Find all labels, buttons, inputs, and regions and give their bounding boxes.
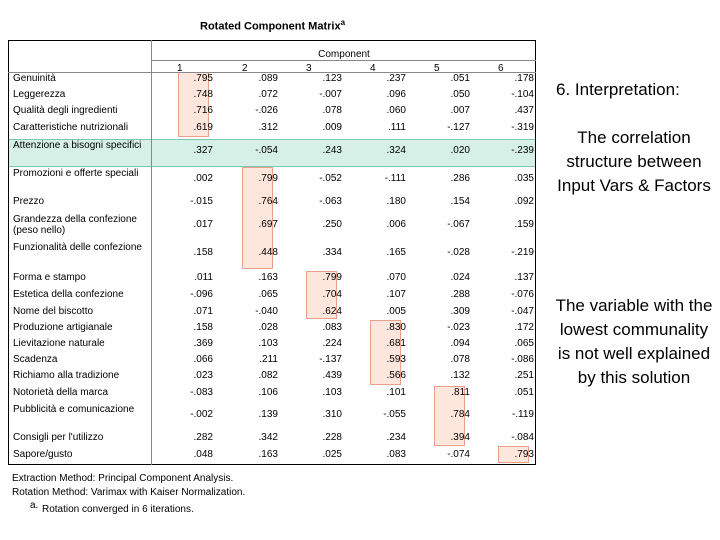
- loading-cell: .050: [450, 89, 470, 100]
- loading-cell: .103: [258, 338, 278, 349]
- loading-cell: -.076: [511, 289, 534, 300]
- rotation-method-note: Rotation Method: Varimax with Kaiser Normalization.: [12, 487, 246, 498]
- loading-cell: .078: [322, 105, 342, 116]
- footnote-text: Rotation converged in 6 iterations.: [42, 504, 194, 515]
- loading-cell: .024: [450, 272, 470, 283]
- column-number-6: 6: [498, 63, 504, 74]
- loading-cell: -.119: [511, 409, 534, 420]
- loading-cell: .020: [450, 145, 470, 156]
- column-number-1: 1: [177, 63, 183, 74]
- loading-cell: .007: [450, 105, 470, 116]
- loading-cell: -.067: [447, 219, 470, 230]
- loading-cell: .697: [258, 219, 278, 230]
- loading-cell: .342: [258, 432, 278, 443]
- loading-cell: .137: [514, 272, 534, 283]
- loading-cell: .394: [450, 432, 470, 443]
- loading-cell: .716: [193, 105, 213, 116]
- loading-cell: .048: [193, 449, 213, 460]
- loading-cell: .011: [194, 272, 213, 283]
- row-label: Prezzo: [13, 196, 45, 207]
- loading-cell: .624: [322, 306, 342, 317]
- loading-cell: .327: [193, 145, 213, 156]
- loading-cell: .065: [514, 338, 534, 349]
- loading-cell: -.074: [447, 449, 470, 460]
- loading-cell: .089: [258, 73, 278, 84]
- loading-cell: .234: [386, 432, 406, 443]
- loading-cell: .448: [258, 247, 278, 258]
- loading-cell: .005: [386, 306, 406, 317]
- row-label: Produzione artigianale: [13, 322, 113, 333]
- loading-cell: .060: [386, 105, 406, 116]
- loading-cell: -.104: [511, 89, 534, 100]
- loading-cell: -.063: [319, 196, 342, 207]
- row-label: Scadenza: [13, 354, 58, 365]
- row-label: Richiamo alla tradizione: [13, 370, 120, 381]
- loading-cell: -.319: [511, 122, 534, 133]
- loading-cell: .094: [450, 338, 470, 349]
- loading-cell: .251: [514, 370, 534, 381]
- loading-cell: .165: [386, 247, 406, 258]
- row-label-divider: [151, 40, 152, 465]
- extraction-method-note: Extraction Method: Principal Component Analysis.: [12, 473, 234, 484]
- row-label: Sapore/gusto: [13, 449, 73, 460]
- loading-cell: .439: [322, 370, 342, 381]
- loading-cell: .096: [386, 89, 406, 100]
- loading-cell: .083: [322, 322, 342, 333]
- loading-cell: .593: [386, 354, 406, 365]
- loading-cell: .566: [386, 370, 406, 381]
- loading-cell: .324: [386, 145, 406, 156]
- loading-cell: .369: [193, 338, 213, 349]
- loading-cell: .107: [386, 289, 406, 300]
- loading-cell: -.054: [255, 145, 278, 156]
- row-label: Qualità degli ingredienti: [13, 105, 118, 116]
- loading-cell: -.052: [319, 173, 342, 184]
- loading-cell: -.040: [255, 306, 278, 317]
- loading-cell: -.015: [190, 196, 213, 207]
- loading-cell: .092: [514, 196, 534, 207]
- loading-cell: -.002: [190, 409, 213, 420]
- side-paragraph-correlation: The correlation structure between Input Vars & Factors: [557, 128, 711, 195]
- row-label: Promozioni e offerte speciali: [13, 168, 139, 179]
- loading-cell: -.028: [447, 247, 470, 258]
- loading-cell: .017: [193, 219, 213, 230]
- row-label: Grandezza della confezione (peso nello): [13, 214, 137, 236]
- loading-cell: .764: [258, 196, 278, 207]
- loading-cell: .748: [193, 89, 213, 100]
- row-label: Lievitazione naturale: [13, 338, 105, 349]
- loading-cell: .282: [193, 432, 213, 443]
- loading-cell: .178: [514, 73, 534, 84]
- loading-cell: .228: [322, 432, 342, 443]
- loading-cell: .002: [193, 173, 213, 184]
- loading-cell: .334: [322, 247, 342, 258]
- matrix-title: [200, 18, 345, 33]
- loading-cell: -.083: [190, 387, 213, 398]
- row-label: Nome del biscotto: [13, 306, 94, 317]
- loading-cell: -.055: [383, 409, 406, 420]
- loading-cell: .106: [258, 387, 278, 398]
- row-label: Genuinità: [13, 73, 56, 84]
- loading-cell: .811: [451, 387, 470, 398]
- loading-cell: .163: [258, 272, 278, 283]
- row-label: Forma e stampo: [13, 272, 86, 283]
- loading-cell: .101: [386, 387, 406, 398]
- loading-cell: -.239: [511, 145, 534, 156]
- loading-cell: .070: [386, 272, 406, 283]
- side-heading: 6. Interpretation:: [556, 80, 680, 99]
- loading-cell: .009: [322, 122, 342, 133]
- loading-cell: .288: [450, 289, 470, 300]
- row-label: Consigli per l'utilizzo: [13, 432, 104, 443]
- loading-cell: .286: [450, 173, 470, 184]
- loading-cell: -.111: [384, 173, 406, 184]
- column-number-3: 3: [306, 63, 312, 74]
- loading-cell: .158: [193, 247, 213, 258]
- loading-cell: .793: [514, 449, 534, 460]
- loading-cell: .784: [450, 409, 470, 420]
- matrix-title-text: Rotated Component Matrix: [200, 20, 341, 33]
- loading-cell: -.023: [447, 322, 470, 333]
- loading-cell: .310: [322, 409, 342, 420]
- column-number-2: 2: [242, 63, 248, 74]
- column-number-5: 5: [434, 63, 440, 74]
- loading-cell: .111: [388, 122, 406, 133]
- loading-cell: .243: [322, 145, 342, 156]
- loading-cell: .250: [322, 219, 342, 230]
- loading-cell: .180: [386, 196, 406, 207]
- loading-cell: -.127: [447, 122, 470, 133]
- loading-cell: .704: [322, 289, 342, 300]
- row-label: Leggerezza: [13, 89, 66, 100]
- loading-cell: .159: [514, 219, 534, 230]
- loading-cell: -.084: [511, 432, 534, 443]
- loading-cell: .078: [450, 354, 470, 365]
- loading-cell: .006: [386, 219, 406, 230]
- loading-cell: .163: [258, 449, 278, 460]
- row-label: Attenzione a bisogni specifici: [13, 140, 142, 151]
- loading-cell: .035: [514, 173, 534, 184]
- loading-cell: .051: [514, 387, 534, 398]
- loading-cell: .172: [514, 322, 534, 333]
- loading-cell: .799: [322, 272, 342, 283]
- row-label: Estetica della confezione: [13, 289, 124, 300]
- loading-cell: .132: [450, 370, 470, 381]
- loading-cell: .158: [193, 322, 213, 333]
- loading-cell: -.096: [190, 289, 213, 300]
- loading-cell: .103: [322, 387, 342, 398]
- loading-cell: .309: [450, 306, 470, 317]
- loading-cell: -.007: [319, 89, 342, 100]
- loading-cell: .023: [193, 370, 213, 381]
- loading-cell: .083: [386, 449, 406, 460]
- column-number-4: 4: [370, 63, 376, 74]
- row-label: Funzionalità delle confezione: [13, 242, 142, 253]
- footnote-marker: a.: [30, 500, 39, 511]
- loading-cell: .065: [258, 289, 278, 300]
- side-paragraph-communality: The variable with the lowest communality is not well explained by this solution: [555, 296, 713, 387]
- loading-cell: .072: [258, 89, 278, 100]
- loading-cell: -.026: [255, 105, 278, 116]
- component-header-rule: [152, 60, 536, 61]
- loading-cell: .312: [258, 122, 278, 133]
- matrix-title-superscript: a: [340, 18, 346, 27]
- loading-cell: .082: [258, 370, 278, 381]
- loading-cell: .795: [193, 73, 213, 84]
- loading-cell: -.219: [511, 247, 534, 258]
- loading-cell: .224: [322, 338, 342, 349]
- loading-cell: .799: [258, 173, 278, 184]
- loading-cell: -.047: [511, 306, 534, 317]
- loading-cell: .051: [450, 73, 470, 84]
- row-label: Notorietà della marca: [13, 387, 109, 398]
- loading-cell: .681: [386, 338, 406, 349]
- loading-cell: .437: [514, 105, 534, 116]
- loading-cell: .211: [259, 354, 278, 365]
- loading-cell: .066: [193, 354, 213, 365]
- loading-cell: .025: [322, 449, 342, 460]
- loading-cell: .619: [193, 122, 213, 133]
- loading-cell: .154: [450, 196, 470, 207]
- loading-cell: .830: [386, 322, 406, 333]
- loading-cell: .139: [258, 409, 278, 420]
- loading-cell: .123: [322, 73, 342, 84]
- loading-cell: -.137: [319, 354, 342, 365]
- loading-cell: -.086: [511, 354, 534, 365]
- component-header: Component: [318, 49, 370, 60]
- row-label: Caratteristiche nutrizionali: [13, 122, 129, 133]
- loading-cell: .071: [193, 306, 213, 317]
- loading-cell: .028: [258, 322, 278, 333]
- loading-cell: .237: [386, 73, 406, 84]
- row-label: Pubblicità e comunicazione: [13, 404, 135, 415]
